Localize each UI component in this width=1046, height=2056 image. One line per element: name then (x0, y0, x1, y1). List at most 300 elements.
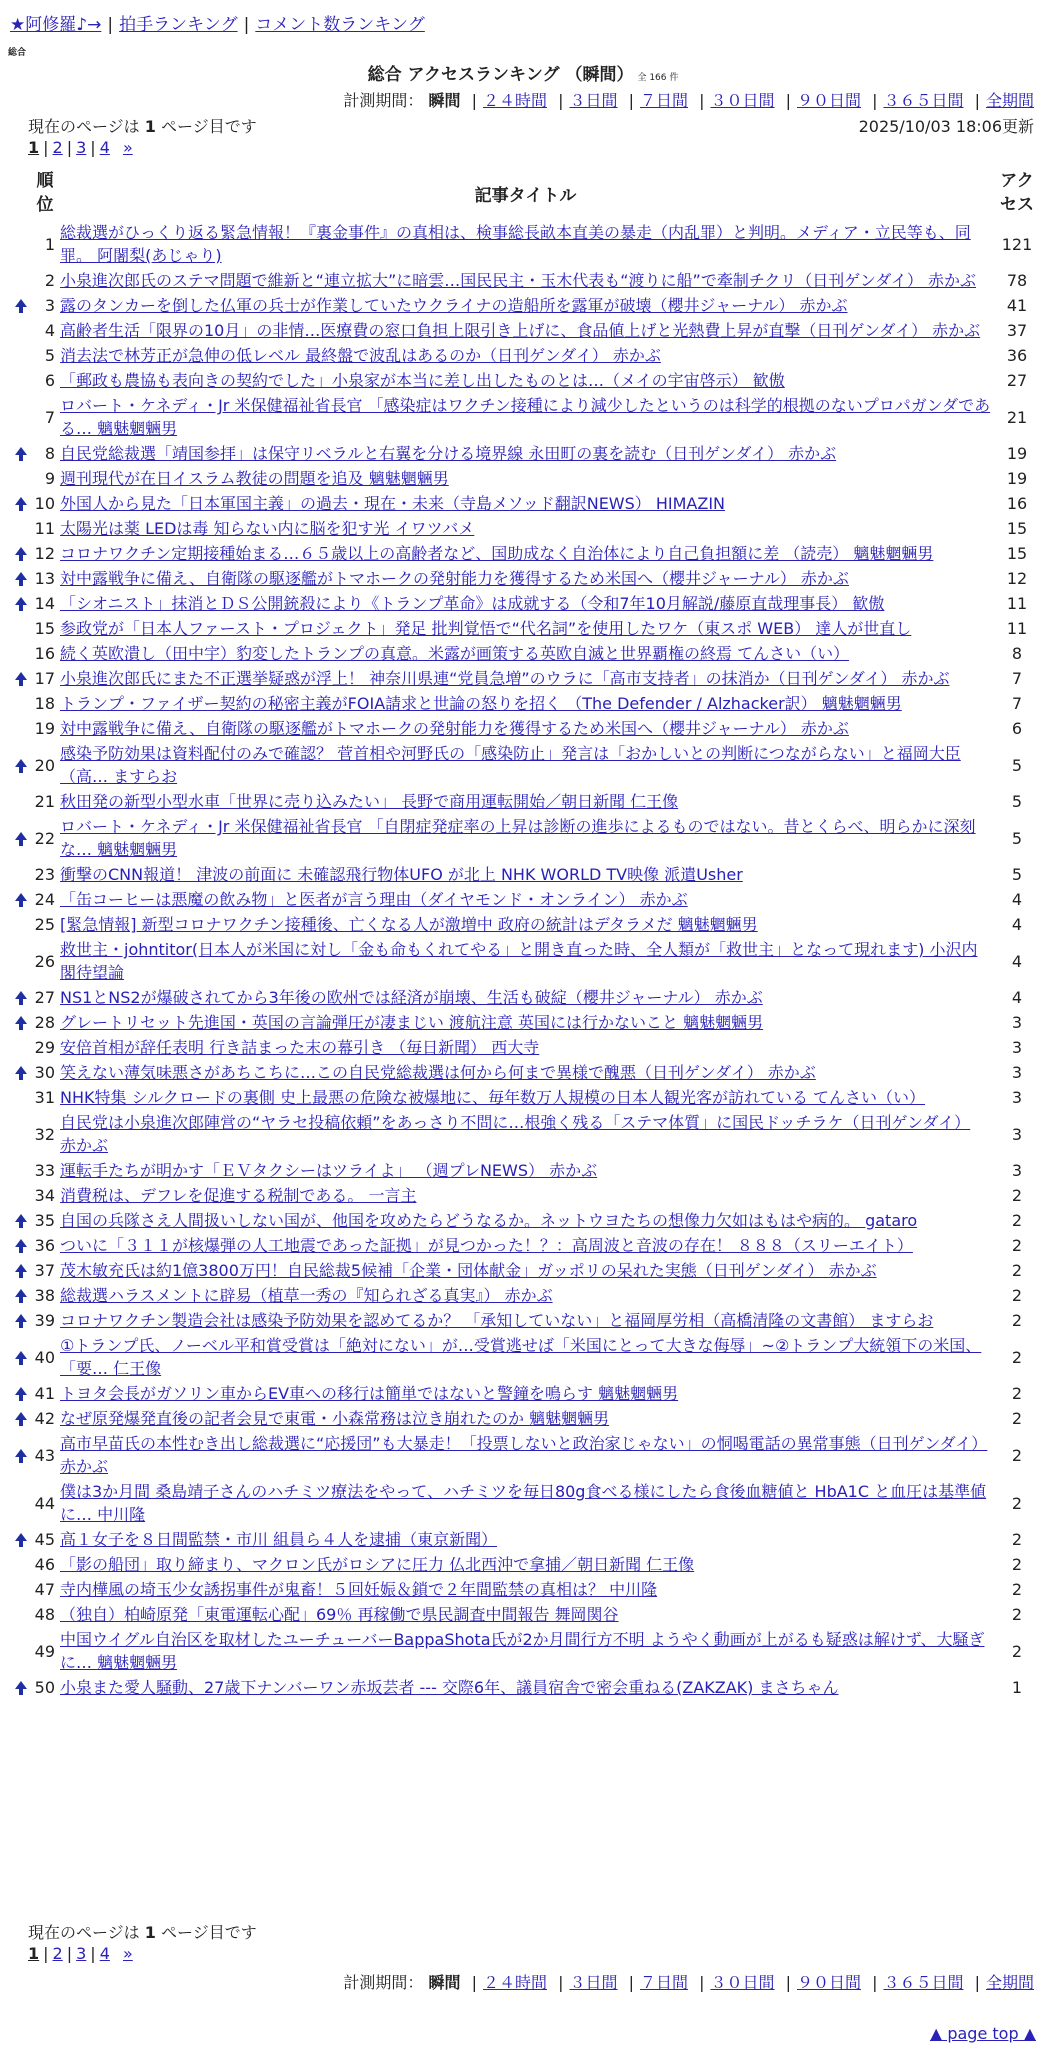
title-cell (59, 1431, 992, 1479)
table-row (10, 566, 1042, 591)
article-title-link[interactable]: 高市早苗氏の本性むき出し総裁選に“応援団”も大暴走！「投票しないと政治家じゃない」の恫喝電話の異常事態（日刊ゲンダイ） 赤かぶ (60, 1434, 988, 1476)
arrow-up-icon (15, 832, 27, 840)
article-title-link[interactable]: 茂木敏充氏は約1億3800万円！自民総裁5候補「企業・団体献金」ガッポリの呆れた実態（日刊ゲンダイ） 赤かぶ (60, 1261, 877, 1280)
title-cell (59, 591, 992, 616)
title-cell (59, 566, 992, 591)
table-row (10, 293, 1042, 318)
access-count: 5 (1011, 865, 1023, 884)
access-count: 2 (1011, 1286, 1023, 1305)
access-count: 2 (1011, 1493, 1023, 1513)
page-info-bottom (28, 1920, 257, 1943)
table-header-row (10, 166, 1042, 220)
header-count-label: アクセス (1000, 171, 1034, 215)
page-info-number: 1 (144, 1923, 156, 1942)
page-info-number: 1 (144, 117, 156, 136)
access-count: 16 (1006, 494, 1028, 513)
table-row (10, 1675, 1042, 1700)
rank-change-cell (10, 1183, 32, 1208)
rank-change-cell (10, 491, 32, 516)
period-link-30d[interactable]: ３０日間 (710, 1973, 775, 1992)
rank-change-cell (10, 541, 32, 566)
access-count: 2 (1011, 1530, 1023, 1549)
article-title-link[interactable]: 寺内樺風の埼玉少女誘拐事件が鬼畜！５回妊娠＆鎖で２年間監禁の真相は？ 中川隆 (60, 1580, 658, 1599)
article-title-link[interactable]: 自民党は小泉進次郎陣営の“ヤラセ投稿依頼”をあっさり不問に…根強く残る「ステマ体質」に国民ドッチラケ（日刊ゲンダイ） 赤かぶ (60, 1113, 971, 1155)
article-title-link[interactable]: 笑えない薄気味悪さがあちこちに…この自民党総裁選は何から何まで異様で醜悪（日刊ゲンダイ） 赤かぶ (60, 1063, 816, 1082)
arrow-up-icon (15, 1289, 27, 1297)
period-link-90d[interactable]: ９０日間 (796, 1973, 861, 1992)
rank-number: 31 (34, 1088, 55, 1107)
table-row (10, 641, 1042, 666)
period-link-365d[interactable]: ３６５日間 (883, 91, 964, 110)
rank-change-cell (10, 343, 32, 368)
article-title-link[interactable]: グレートリセット先進国・英国の言論弾圧が凄まじい 渡航注意 英国には行かないこと 魑魅魍魎男 (60, 1013, 764, 1032)
rank-number: 42 (34, 1409, 55, 1428)
rank-change-cell (10, 1258, 32, 1283)
rank-change-cell (10, 1035, 32, 1060)
table-row (10, 318, 1042, 343)
article-title-link[interactable]: 僕は3か月間 桑島靖子さんのハチミツ療法をやって、ハチミツを毎日80g食べる様にしたら食後血糖値と HbA1C と血圧は基準値に… 中川隆 (60, 1482, 987, 1524)
title-cell (59, 318, 992, 343)
rank-change-cell (10, 985, 32, 1010)
title-cell (59, 466, 992, 491)
period-separator: | (699, 91, 705, 110)
rank-number: 18 (34, 694, 55, 713)
table-row (10, 1010, 1042, 1035)
article-title-link[interactable]: 衝撃のCNN報道！ 津波の前面に 未確認飛行物体UFO が北上 NHK WORLD TV映像 派遣Usher (60, 865, 743, 884)
rank-number: 47 (34, 1580, 55, 1599)
article-title-link[interactable]: 安倍首相が辞任表明 行き詰まった末の幕引き （毎日新聞） 西大寺 (60, 1038, 540, 1057)
rank-number: 11 (34, 519, 55, 538)
article-title-link[interactable]: 自国の兵隊さえ人間扱いしない国が、他国を攻めたらどうなるか。ネットウヨたちの想像力欠如はもはや病的。 gataro (60, 1211, 918, 1230)
title-cell (59, 441, 992, 466)
period-separator: | (785, 1973, 791, 1992)
title-cell (59, 1010, 992, 1035)
access-count: 121 (1001, 234, 1033, 254)
period-link-3d[interactable]: ３日間 (569, 91, 618, 110)
title-cell (59, 1552, 992, 1577)
top-nav (10, 10, 425, 35)
article-title-link[interactable]: 「シオニスト」抹消とＤＳ公開銃殺により《トランプ革命》は成就する（令和7年10月解説/藤原直哉理事長） 歓傲 (60, 594, 885, 613)
table-row (10, 368, 1042, 393)
table-row (10, 1283, 1042, 1308)
article-title-link[interactable]: ついに「３１１が核爆弾の人工地震であった証拠」が見つかった！？：高周波と音波の存在！ ８８８（スリーエイト） (60, 1236, 913, 1255)
access-count: 21 (1006, 407, 1028, 427)
arrow-up-icon (15, 1449, 27, 1457)
title-cell (59, 641, 992, 666)
table-row (10, 516, 1042, 541)
article-title-link[interactable]: 中国ウイグル自治区を取材したユーチューバーBappaShota氏が2か月間行方不明 ようやく動画が上がるも疑惑は解けず、大騒ぎに… 魑魅魍魎男 (60, 1630, 985, 1672)
pager-next[interactable]: » (122, 138, 133, 157)
rank-change-cell (10, 1479, 32, 1527)
access-count: 2 (1011, 1555, 1023, 1574)
rank-change-cell (10, 887, 32, 912)
table-row (10, 1233, 1042, 1258)
rank-number: 10 (34, 494, 55, 513)
table-row (10, 1527, 1042, 1552)
rank-number: 37 (34, 1261, 55, 1280)
header-title: 記事タイトル (474, 185, 577, 206)
period-separator: | (558, 91, 564, 110)
rank-change-cell (10, 393, 32, 441)
rank-change-cell (10, 591, 32, 616)
rank-change-cell (10, 1010, 32, 1035)
rank-number: 1 (44, 234, 55, 254)
home-link[interactable]: ★阿修羅♪→ (10, 15, 102, 35)
title-cell (59, 343, 992, 368)
pager-separator: | (43, 1944, 49, 1963)
article-title-link[interactable]: 自民党総裁選「靖国参拝」は保守リベラルと右翼を分ける境界線 永田町の裏を読む（日刊ゲンダイ） 赤かぶ (60, 444, 837, 463)
article-title-link[interactable]: なぜ原発爆発直後の記者会見で東電・小森常務は泣き崩れたのか 魑魅魍魎男 (60, 1409, 610, 1428)
title-cell (59, 268, 992, 293)
table-row (10, 1577, 1042, 1602)
pager-separator (114, 1944, 119, 1963)
arrow-up-icon (15, 572, 27, 580)
access-count: 1 (1011, 1678, 1023, 1697)
period-separator: | (628, 91, 634, 110)
rank-change-cell (10, 741, 32, 789)
article-title-link[interactable]: 小泉進次郎氏のステマ問題で維新と“連立拡大”に暗雲…国民民主・玉木代表も“渡りに船”で牽制チクリ（日刊ゲンダイ） 赤かぶ (60, 271, 977, 290)
rank-number: 46 (34, 1555, 55, 1574)
rank-change-cell (10, 516, 32, 541)
pager-link-2[interactable]: 2 (52, 1944, 63, 1963)
arrow-up-icon (15, 1264, 27, 1272)
rank-number: 7 (44, 407, 55, 427)
article-title-link[interactable]: 「郵政も農協も表向きの契約でした」小泉家が本当に差し出したものとは…（メイの宇宙啓示） 歓傲 (60, 371, 785, 390)
rank-change-cell (10, 220, 32, 268)
article-title-link[interactable]: 参政党が「日本人ファースト・プロジェクト」発足 批判覚悟で“代名詞”を使用したワケ（東スポ WEB） 達人が世直し (60, 619, 912, 638)
rank-number: 43 (34, 1445, 55, 1465)
table-row (10, 441, 1042, 466)
article-title-link[interactable]: 太陽光は薬 LEDは毒 知らない内に脳を犯す光 イワツバメ (60, 519, 475, 538)
article-title-link[interactable]: 消費税は、デフレを促進する税制である。 一言主 (60, 1186, 417, 1205)
arrow-up-icon (15, 672, 27, 680)
title-cell (59, 1060, 992, 1085)
title-cell (59, 393, 992, 441)
title-cell (59, 1333, 992, 1381)
arrow-up-icon (15, 991, 27, 999)
access-count: 12 (1006, 569, 1028, 588)
title-cell (59, 666, 992, 691)
period-link-24h[interactable]: ２４時間 (482, 91, 547, 110)
access-count: 8 (1011, 644, 1023, 663)
rank-change-cell (10, 1406, 32, 1431)
article-title-link[interactable]: 対中露戦争に備え、自衛隊の駆逐艦がトマホークの発射能力を獲得するため米国へ（櫻井ジャーナル） 赤かぶ (60, 569, 849, 588)
page-info-suffix: ページ目です (161, 1923, 257, 1942)
ranking-table (10, 166, 1042, 1700)
article-title-link[interactable]: コロナワクチン定期接種始まる…６５歳以上の高齢者など、国助成なく自治体により自己負担額に差 （読売） 魑魅魍魎男 (60, 544, 934, 563)
access-count: 5 (1011, 828, 1023, 848)
rank-number: 38 (34, 1286, 55, 1305)
table-row (10, 591, 1042, 616)
rank-change-cell (10, 912, 32, 937)
title-cell (59, 985, 992, 1010)
table-row (10, 491, 1042, 516)
rank-change-cell (10, 1627, 32, 1675)
rank-number: 20 (34, 755, 55, 775)
page-info-prefix: 現在のページは (28, 1923, 140, 1942)
rank-change-cell (10, 1577, 32, 1602)
table-row (10, 1308, 1042, 1333)
rank-change-cell (10, 368, 32, 393)
ranking-rows (10, 220, 1042, 1700)
article-title-link[interactable]: 週刊現代が在日イスラム教徒の問題を追及 魑魅魍魎男 (60, 469, 449, 488)
table-row (10, 789, 1042, 814)
title-cell (59, 1283, 992, 1308)
rank-change-cell (10, 1381, 32, 1406)
article-title-link[interactable]: （独自）柏崎原発「東電運転心配」69％ 再稼働で県民調査中間報告 舞岡関谷 (60, 1605, 619, 1624)
access-count: 2 (1011, 1211, 1023, 1230)
applause-ranking-link[interactable]: 拍手ランキング (119, 15, 238, 35)
access-count: 6 (1011, 719, 1023, 738)
rank-number: 5 (44, 346, 55, 365)
access-count: 78 (1006, 271, 1028, 290)
title-cell (59, 1158, 992, 1183)
updated-timestamp: 2025/10/03 18:06更新 (858, 117, 1034, 136)
table-row (10, 1333, 1042, 1381)
period-separator: | (471, 91, 477, 110)
table-row (10, 1431, 1042, 1479)
table-row (10, 666, 1042, 691)
pager-link-3[interactable]: 3 (76, 138, 87, 157)
title-cell (59, 1577, 992, 1602)
period-link-24h[interactable]: ２４時間 (482, 1973, 547, 1992)
period-separator: | (628, 1973, 634, 1992)
rank-change-cell (10, 466, 32, 491)
table-row (10, 1208, 1042, 1233)
period-separator: | (785, 91, 791, 110)
arrow-up-icon (15, 1387, 27, 1395)
article-title-link[interactable]: 対中露戦争に備え、自衛隊の駆逐艦がトマホークの発射能力を獲得するため米国へ（櫻井ジャーナル） 赤かぶ (60, 719, 849, 738)
article-title-link[interactable]: 救世主・johntitor(日本人が米国に対し「金も命もくれてやる」と開き直った時、全人類が「救世主」となって現れます) 小沢内閣待望論 (60, 940, 978, 982)
table-row (10, 814, 1042, 862)
title-cell (59, 1675, 992, 1700)
period-current: 瞬間 (428, 91, 461, 110)
rank-number: 30 (34, 1063, 55, 1082)
article-title-link[interactable]: 小泉また愛人騒動、27歳下ナンバーワン赤坂芸者 --- 交際6年、議員宿舎で密会重ねる(ZAKZAK) まさちゃん (60, 1678, 839, 1697)
title-cell (59, 1527, 992, 1552)
access-count: 2 (1011, 1261, 1023, 1280)
article-title-link[interactable]: NS1とNS2が爆破されてから3年後の欧州では経済が崩壊、生活も破綻（櫻井ジャーナル） 赤かぶ (60, 988, 763, 1007)
article-title-link[interactable]: ①トランプ氏、ノーベル平和賞受賞は「絶対にない」が…受賞逃せば「米国にとって大きな侮辱」~②トランプ大統領下の米国、「要… 仁王像 (60, 1336, 982, 1378)
pager-link-4[interactable]: 4 (99, 138, 110, 157)
rank-number: 6 (44, 371, 55, 390)
title-cell (59, 862, 992, 887)
table-row (10, 1183, 1042, 1208)
article-title-link[interactable]: 消去法で林芳正が急伸の低レベル 最終盤で波乱はあるのか（日刊ゲンダイ） 赤かぶ (60, 346, 661, 365)
table-row (10, 937, 1042, 985)
table-row (10, 887, 1042, 912)
pager-separator: | (43, 138, 49, 157)
table-row (10, 862, 1042, 887)
article-title-link[interactable]: [緊急情報] 新型コロナワクチン接種後、亡くなる人が激増中 政府の統計はデタラメだ 魑魅魍魎男 (60, 915, 758, 934)
rank-number: 28 (34, 1013, 55, 1032)
rank-change-cell (10, 1110, 32, 1158)
table-row (10, 393, 1042, 441)
table-row (10, 1602, 1042, 1627)
period-link-7d[interactable]: ７日間 (639, 91, 688, 110)
access-count: 2 (1011, 1641, 1023, 1661)
access-count: 11 (1006, 594, 1028, 613)
rank-number: 9 (44, 469, 55, 488)
period-link-7d[interactable]: ７日間 (639, 1973, 688, 1992)
arrow-up-icon (15, 447, 27, 455)
rank-number: 14 (34, 594, 55, 613)
article-title-link[interactable]: 小泉進次郎氏にまた不正選挙疑惑が浮上！ 神奈川県連“党員急増”のウラに「高市支持者」の抹消か（日刊ゲンダイ） 赤かぶ (60, 669, 950, 688)
article-title-link[interactable]: 「缶コーヒーは悪魔の飲み物」と医者が言う理由（ダイヤモンド・オンライン） 赤かぶ (60, 890, 688, 909)
rank-change-cell (10, 1060, 32, 1085)
article-title-link[interactable]: トランプ・ファイザー契約の秘密主義がFOIA請求と世論の怒りを招く （The Defender / Alzhacker訳） 魑魅魍魎男 (60, 694, 902, 713)
title-cell (59, 1627, 992, 1675)
period-separator: | (471, 1973, 477, 1992)
article-title-link[interactable]: 高１女子を８日間監禁・市川 組員ら４人を逮捕（東京新聞） (60, 1530, 498, 1549)
title-cell (59, 368, 992, 393)
article-title-link[interactable]: 総裁選ハラスメントに辟易（植草一秀の『知られざる真実』） 赤かぶ (60, 1286, 553, 1305)
title-cell (59, 937, 992, 985)
access-count: 2 (1011, 1186, 1023, 1205)
period-selector-bottom (343, 1970, 1034, 1993)
rank-change-cell (10, 1158, 32, 1183)
access-count: 4 (1011, 915, 1023, 934)
rank-number: 4 (44, 321, 55, 340)
article-title-link[interactable]: 運転手たちが明かす「ＥＶタクシーはツライよ」 （週プレNEWS） 赤かぶ (60, 1161, 598, 1180)
rank-number: 16 (34, 644, 55, 663)
rank-number: 29 (34, 1038, 55, 1057)
title-cell (59, 1479, 992, 1527)
article-title-link[interactable]: NHK特集 シルクロードの裏側 史上最悪の危険な被爆地に、毎年数万人規模の日本人観光客が訪れている てんさい（い） (60, 1088, 926, 1107)
arrow-up-icon (15, 1016, 27, 1024)
pager-link-3[interactable]: 3 (76, 1944, 87, 1963)
arrow-up-icon (15, 1066, 27, 1074)
comment-ranking-link[interactable]: コメント数ランキング (255, 15, 425, 35)
access-count: 2 (1011, 1236, 1023, 1255)
access-count: 2 (1011, 1445, 1023, 1465)
access-count: 36 (1006, 346, 1028, 365)
access-count: 15 (1006, 544, 1028, 563)
article-title-link[interactable]: 総裁選がひっくり返る緊急情報！『裏金事件』の真相は、検事総長畝本直美の暴走（内乱罪）と判明。メディア・立民等も、同罪。 阿闍梨(あじゃり) (60, 223, 971, 265)
rank-number: 36 (34, 1236, 55, 1255)
table-row (10, 985, 1042, 1010)
page-info-prefix: 現在のページは (28, 117, 140, 136)
period-link-all[interactable]: 全期間 (985, 1973, 1034, 1992)
access-count: 2 (1011, 1580, 1023, 1599)
table-row (10, 912, 1042, 937)
pager-link-4[interactable]: 4 (99, 1944, 110, 1963)
period-separator: | (974, 91, 980, 110)
nav-separator: | (243, 15, 250, 35)
title-cell (59, 1208, 992, 1233)
access-count: 5 (1011, 792, 1023, 811)
rank-number: 27 (34, 988, 55, 1007)
article-title-link[interactable]: 露のタンカーを倒した仏軍の兵士が作業していたウクライナの造船所を露軍が破壊（櫻井ジャーナル） 赤かぶ (60, 296, 848, 315)
table-row (10, 1085, 1042, 1110)
page-title-block (0, 60, 1046, 85)
period-link-all[interactable]: 全期間 (985, 91, 1034, 110)
rank-change-cell (10, 293, 32, 318)
pager-separator: | (66, 1944, 73, 1963)
period-separator: | (872, 91, 878, 110)
access-count: 3 (1011, 1088, 1023, 1107)
nav-separator: | (107, 15, 114, 35)
arrow-up-icon (15, 1533, 27, 1541)
access-count: 3 (1011, 1124, 1023, 1144)
section-label: 総合 (8, 48, 27, 58)
title-cell (59, 1110, 992, 1158)
article-title-link[interactable]: 「影の船団」取り締まり、マクロン氏がロシアに圧力 仏北西沖で拿捕／朝日新聞 仁王像 (60, 1555, 695, 1574)
title-cell (59, 1233, 992, 1258)
article-title-link[interactable]: 感染予防効果は資料配付のみで確認？ 菅首相や河野氏の「感染防止」発言は「おかしいとの判断につながらない」と福岡大臣（高… ますらお (60, 744, 961, 786)
access-count: 2 (1011, 1605, 1023, 1624)
rank-number: 35 (34, 1211, 55, 1230)
rank-number: 40 (34, 1347, 55, 1367)
table-row (10, 1479, 1042, 1527)
rank-number: 25 (34, 915, 55, 934)
arrow-up-icon (15, 299, 27, 307)
arrow-up-icon (15, 1214, 27, 1222)
article-title-link[interactable]: 秋田発の新型小型水車「世界に売り込みたい」 長野で商用運転開始／朝日新聞 仁王像 (60, 792, 679, 811)
table-row (10, 1627, 1042, 1675)
article-title-link[interactable]: 外国人から見た「日本軍国主義」の過去・現在・未来（寺島メソッド翻訳NEWS） HIMAZIN (60, 494, 726, 513)
period-separator: | (974, 1973, 980, 1992)
pager-separator: | (90, 138, 96, 157)
arrow-up-icon (15, 759, 27, 767)
rank-change-cell (10, 716, 32, 741)
arrow-up-icon (15, 893, 27, 901)
table-row (10, 220, 1042, 268)
rank-number: 24 (34, 890, 55, 909)
article-title-link[interactable]: ロバート・ケネディ・Jr 米保健福祉省長官 「自閉症発症率の上昇は診断の進歩によるものではない。昔とくらべ、明らかに深刻な… 魑魅魍魎男 (60, 817, 976, 859)
title-cell (59, 1035, 992, 1060)
rank-change-cell (10, 1208, 32, 1233)
access-count: 7 (1011, 694, 1023, 713)
table-row (10, 1406, 1042, 1431)
rank-change-cell (10, 641, 32, 666)
article-title-link[interactable]: トヨタ会長がガソリン車からEV車への移行は簡単ではないと警鐘を鳴らす 魑魅魍魎男 (60, 1384, 679, 1403)
header-rank-label: 順位 (36, 171, 54, 215)
rank-change-cell (10, 616, 32, 641)
table-row (10, 1035, 1042, 1060)
access-count: 5 (1011, 755, 1023, 775)
article-title-link[interactable]: 続く英欧潰し（田中宇）豹変したトランプの真意。米露が画策する英欧自滅と世界覇権の終焉 てんさい（い） (60, 644, 850, 663)
rank-change-cell (10, 814, 32, 862)
rank-change-cell (10, 1675, 32, 1700)
access-count: 19 (1006, 469, 1028, 488)
title-cell (59, 220, 992, 268)
period-link-3d[interactable]: ３日間 (569, 1973, 618, 1992)
pager-next[interactable]: » (122, 1944, 133, 1963)
article-title-link[interactable]: コロナワクチン製造会社は感染予防効果を認めてるか？ 「承知していない」と福岡厚労相（高橋清隆の文書館） ますらお (60, 1311, 934, 1330)
page-top-link[interactable]: ▲ page top ▲ (929, 2024, 1036, 2043)
article-title-link[interactable]: ロバート・ケネディ・Jr 米保健福祉省長官 「感染症はワクチン接種により減少したというのは科学的根拠のないプロパガンダである… 魑魅魍魎男 (60, 396, 991, 438)
period-link-90d[interactable]: ９０日間 (796, 91, 861, 110)
article-title-link[interactable]: 高齢者生活「限界の10月」の非情…医療費の窓口負担上限引き上げに、食品値上げと光熱費上昇が直撃（日刊ゲンダイ） 赤かぶ (60, 321, 981, 340)
table-row (10, 741, 1042, 789)
access-count: 2 (1011, 1384, 1023, 1403)
access-count: 7 (1011, 669, 1023, 688)
access-count: 4 (1011, 988, 1023, 1007)
access-count: 37 (1006, 321, 1028, 340)
rank-number: 8 (44, 444, 55, 463)
period-link-30d[interactable]: ３０日間 (710, 91, 775, 110)
rank-number: 44 (34, 1493, 55, 1513)
period-link-365d[interactable]: ３６５日間 (883, 1973, 964, 1992)
table-row (10, 1110, 1042, 1158)
table-row (10, 343, 1042, 368)
title-cell (59, 1602, 992, 1627)
pager-link-2[interactable]: 2 (52, 138, 63, 157)
access-count: 27 (1006, 371, 1028, 390)
rank-change-cell (10, 937, 32, 985)
page-info-suffix: ページ目です (161, 117, 257, 136)
